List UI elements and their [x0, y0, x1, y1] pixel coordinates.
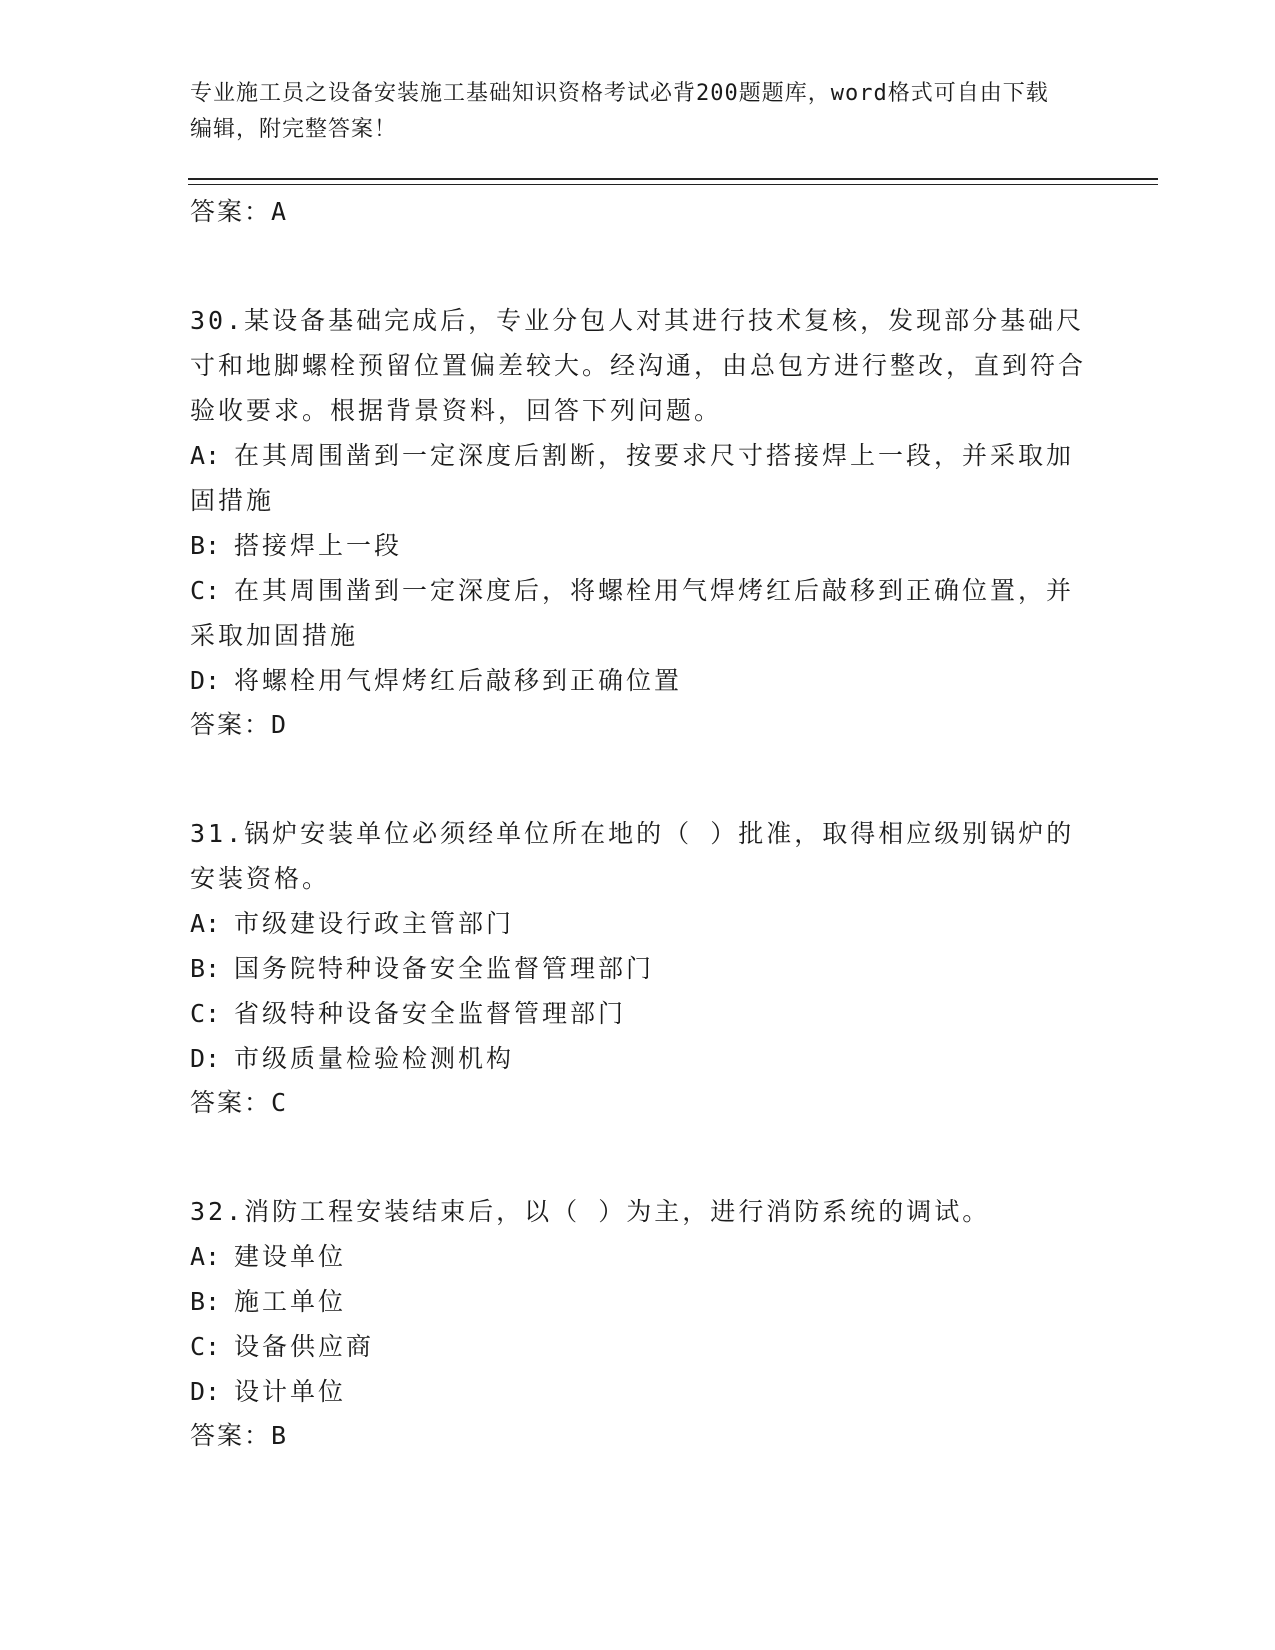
option-key: C: [190, 576, 221, 605]
answer-value: B [271, 1421, 287, 1450]
question-31 [190, 811, 1090, 1125]
question-stem: 30.某设备基础完成后，专业分包人对其进行技术复核，发现部分基础尺寸和地脚螺栓预留位置偏差较大。经沟通，由总包方进行整改，直到符合验收要求。根据背景资料，回答下列问题。 [190, 306, 1087, 425]
answer-line [190, 190, 1090, 234]
option-a [190, 901, 1090, 946]
page-header: 专业施工员之设备安装施工基础知识资格考试必背200题题库，word格式可自由下载编辑，附完整答案！ [190, 81, 1049, 142]
option-text: 市级建设行政主管部门 [234, 909, 515, 938]
option-text: 国务院特种设备安全监督管理部门 [234, 954, 655, 983]
option-d [190, 1369, 1090, 1414]
header-rule-thick [188, 178, 1158, 180]
answer-value: D [271, 710, 287, 739]
answer-value: A [271, 197, 287, 226]
option-text: 市级质量检验检测机构 [234, 1044, 515, 1073]
option-b [190, 1279, 1090, 1324]
option-d [190, 1036, 1090, 1081]
option-b [190, 946, 1090, 991]
question-32 [190, 1189, 1090, 1458]
option-d [190, 658, 1090, 703]
answer-line [190, 1414, 1090, 1458]
option-key: A: [190, 909, 221, 938]
answer-label: 答案： [190, 1088, 272, 1117]
option-key: D: [190, 666, 221, 695]
option-key: C: [190, 1332, 221, 1361]
question-30 [190, 298, 1090, 747]
option-key: A: [190, 1242, 221, 1271]
answer-line [190, 703, 1090, 747]
answer-label: 答案： [190, 197, 272, 226]
option-text: 在其周围凿到一定深度后，将螺栓用气焊烤红后敲移到正确位置，并采取加固措施 [190, 576, 1075, 650]
answer-label: 答案： [190, 710, 272, 739]
option-key: D: [190, 1377, 221, 1406]
option-key: B: [190, 1287, 221, 1316]
option-key: B: [190, 954, 221, 983]
option-a [190, 433, 1090, 523]
option-c [190, 991, 1090, 1036]
option-text: 施工单位 [234, 1287, 347, 1316]
option-text: 将螺栓用气焊烤红后敲移到正确位置 [234, 666, 683, 695]
option-a [190, 1234, 1090, 1279]
option-text: 建设单位 [234, 1242, 347, 1271]
option-text: 搭接焊上一段 [234, 531, 403, 560]
option-key: B: [190, 531, 221, 560]
option-c [190, 1324, 1090, 1369]
question-content [190, 190, 1090, 1458]
answer-line [190, 1081, 1090, 1125]
answer-value: C [271, 1088, 287, 1117]
question-stem: 32.消防工程安装结束后，以（ ）为主，进行消防系统的调试。 [190, 1197, 991, 1226]
option-b [190, 523, 1090, 568]
question-stem: 31.锅炉安装单位必须经单位所在地的（ ）批准，取得相应级别锅炉的安装资格。 [190, 819, 1075, 893]
header-rule-thin [188, 184, 1158, 185]
option-key: A: [190, 441, 221, 470]
option-key: D: [190, 1044, 221, 1073]
option-text: 设计单位 [234, 1377, 347, 1406]
option-key: C: [190, 999, 221, 1028]
option-text: 在其周围凿到一定深度后割断，按要求尺寸搭接焊上一段，并采取加固措施 [190, 441, 1075, 515]
option-text: 设备供应商 [234, 1332, 375, 1361]
answer-label: 答案： [190, 1421, 272, 1450]
option-text: 省级特种设备安全监督管理部门 [234, 999, 627, 1028]
option-c [190, 568, 1090, 658]
